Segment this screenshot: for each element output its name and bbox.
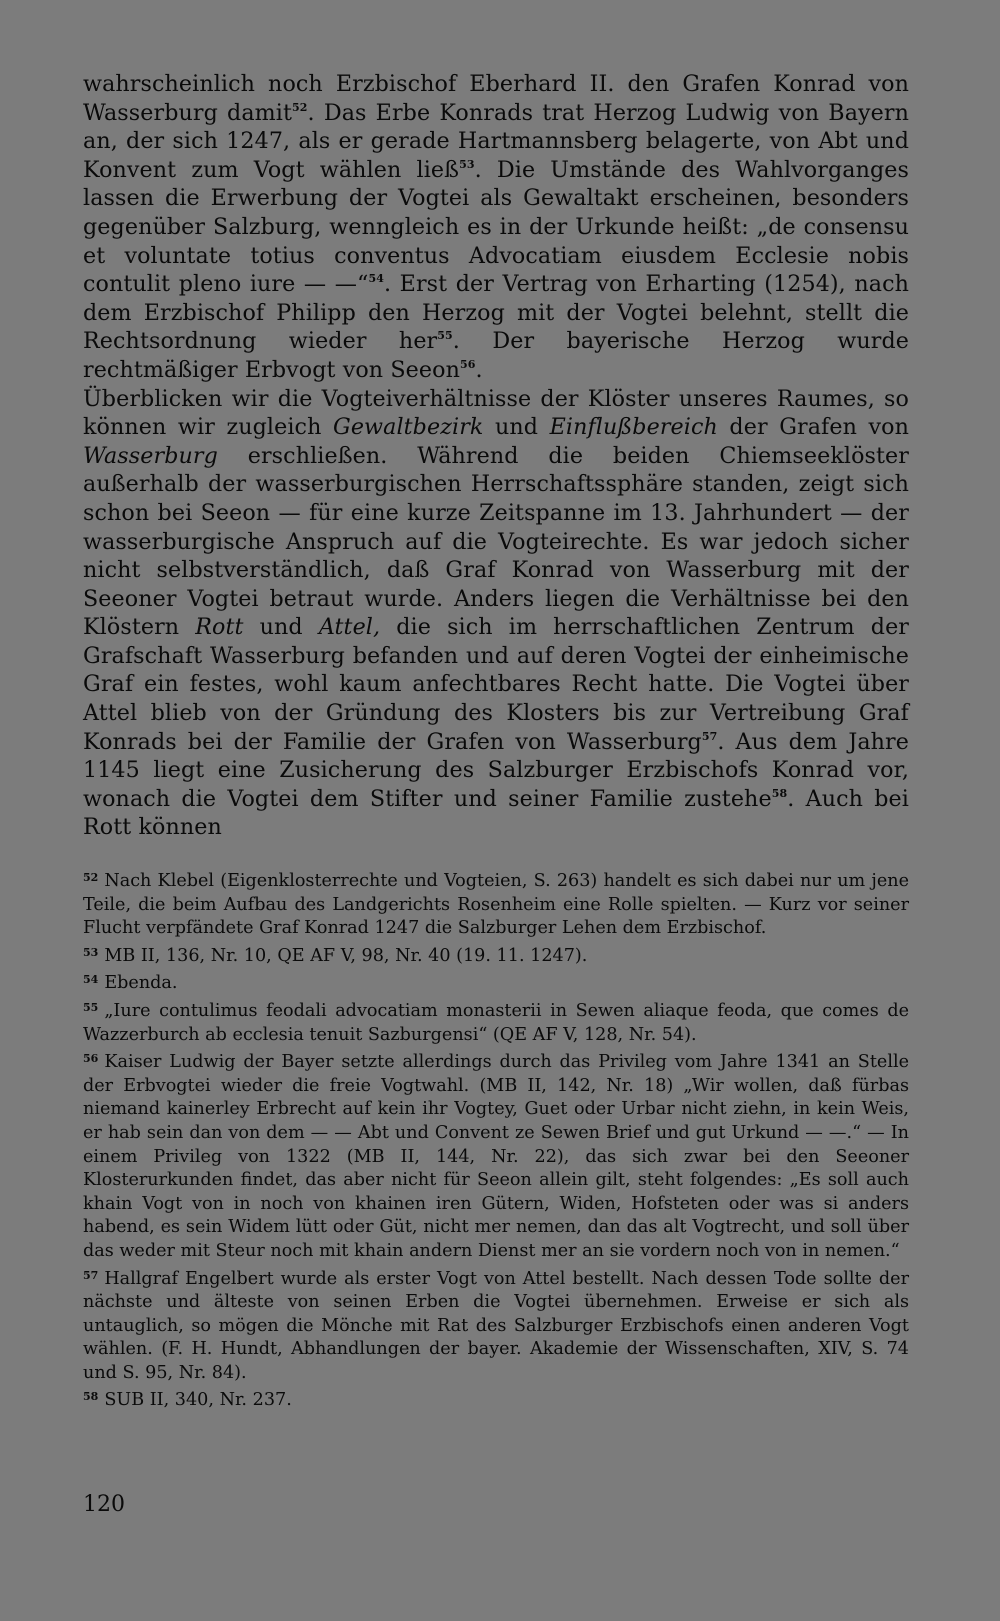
footnote-text: „Iure contulimus feodali advocatiam monasterii in Sewen aliaque feoda, que comes de Wazzerburch ab ecclesia tenuit Sazburgensi“ (QE AF V, 128, Nr. 54).	[83, 1000, 909, 1045]
footnote-number: 56	[83, 1052, 99, 1066]
footnote-52	[83, 866, 909, 941]
footnote-ref-56[interactable]: 56	[459, 357, 476, 371]
footnote-text: SUB II, 340, Nr. 237.	[104, 1390, 292, 1411]
footnote-number: 57	[83, 1268, 99, 1282]
text-run: die sich im herrschaftlichen Zentrum der Grafschaft Wasserburg befanden und auf deren Vogtei der einheimische Graf ein festes, wohl kaum anfechtbares Recht hatte. Die Vogtei über Attel blieb von der Gründung des Klosters bis zur Vertreibung Graf Konrads bei der Familie der Grafen von Wasserburg	[83, 614, 910, 755]
footnote-ref-55[interactable]: 55	[437, 329, 453, 343]
footnote-text: Nach Klebel (Eigenklosterrechte und Vogteien, S. 263) handelt es sich dabei nur um jene Teile, die beim Aufbau des Landgerichts Rosenheim eine Rolle spielten. — Kurz vor seiner Flucht verpfändete Graf Konrad 1247 die Salzburger Lehen dem Erzbischof.	[83, 871, 909, 939]
text-run: .	[475, 356, 483, 383]
paragraph-2	[83, 385, 909, 843]
emphasis: Rott	[195, 614, 244, 641]
footnote-55	[83, 996, 909, 1047]
text-run: . Das Erbe Konrads trat Herzog Ludwig von Bayern an, der sich 1247, als er gerade Hartmannsberg belagerte, von Abt und Konvent zum Vogt wählen ließ	[83, 99, 909, 183]
footnote-56	[83, 1047, 909, 1263]
text-run: . Erst der Vertrag von Erharting (1254), nach dem Erzbischof Philipp den Herzog mit der Vogtei belehnt, stellt die Rechtsordnung wieder her	[83, 271, 909, 355]
footnote-number: 52	[83, 871, 99, 884]
text-run: und	[483, 414, 550, 441]
text-run: . Auch bei Rott können	[83, 785, 909, 841]
footnote-number: 53	[83, 945, 99, 959]
main-text	[83, 70, 909, 842]
emphasis: Attel,	[318, 614, 381, 641]
text-run: erschließen. Während die beiden Chiemseeklöster außerhalb der wasserburgischen Herrschaftssphäre standen, zeigt sich schon bei Seeon — für eine kurze Zeitspanne im 13. Jahrhundert — der wasserburgische Anspruch auf die Vogteirechte. Es war jedoch sicher nicht selbstverständlich, daß Graf Konrad von Wasserburg mit der Seeoner Vogtei betraut wurde. Anders liegen die Verhältnisse bei den Klöstern	[83, 442, 909, 641]
paragraph-1	[83, 70, 909, 385]
footnote-ref-58[interactable]: 58	[771, 786, 788, 800]
emphasis: Wasserburg	[83, 442, 218, 469]
emphasis: Gewaltbezirk	[333, 414, 484, 441]
footnote-ref-52[interactable]: 52	[292, 100, 308, 114]
text-run: . Der bayerische Herzog wurde rechtmäßiger Erbvogt von Seeon	[83, 328, 909, 383]
emphasis: Einflußbereich	[549, 414, 718, 441]
footnotes	[83, 866, 909, 1413]
footnote-text: Hallgraf Engelbert wurde als erster Vogt von Attel bestellt. Nach dessen Tode sollte der nächste und älteste von seinen Erben die Vogtei übernehmen. Erweise er sich als untauglich, so mögen die Mönche mit Rat des Salzburger Erzbischofs einen anderen Vogt wählen. (F. H. Hundt, Abhandlungen der bayer. Akademie der Wissenschaften, XIV, S. 74 und S. 95, Nr. 84).	[83, 1268, 909, 1383]
footnote-text: Ebenda.	[104, 973, 178, 994]
text-run: . Die Umstände des Wahlvorganges lassen die Erwerbung der Vogtei als Gewaltakt erscheinen, besonders gegenüber Salzburg, wenngleich es in der Urkunde heißt: „de consensu et voluntate totius conventus Advocatiam eiusdem Ecclesie nobis contulit pleno iure — —“	[83, 156, 909, 298]
footnote-number: 55	[83, 1000, 99, 1014]
footnote-text: MB II, 136, Nr. 10, QE AF V, 98, Nr. 40 (19. 11. 1247).	[104, 945, 588, 966]
footnote-58	[83, 1385, 909, 1413]
footnote-57	[83, 1264, 909, 1386]
text-run: Überblicken wir die Vogteiverhältnisse der Klöster unseres Raumes, so können wir zugleich	[83, 385, 909, 441]
footnote-number: 54	[83, 973, 99, 987]
footnote-text: Kaiser Ludwig der Bayer setzte allerdings durch das Privileg vom Jahre 1341 an Stelle der Erbvogtei wieder die freie Vogtwahl. (MB II, 142, Nr. 18) „Wir wollen, daß fürbas niemand kainerley Erbrecht auf kein ihr Vogtey, Guet oder Urbar nicht ziehn, in kein Weis, er hab sein dan von dem — — Abt und Convent ze Sewen Brief und gut Urkund — —.“ — In einem Privileg von 1322 (MB II, 144, Nr. 22), das sich zwar bei den Seeoner Klosterurkunden findet, das aber nicht für Seeon allein gilt, steht folgendes: „Es soll auch khain Vogt von in noch von khainen iren Gütern, Widen, Hofsteten oder was si anders habend, es sein Widem lütt oder Güt, nicht mer nemen, dan das alt Vogtrecht, und soll über das weder mit Steur noch mit khain andern Dienst mer an sie vordern noch von in nemen.“	[83, 1052, 909, 1261]
footnote-ref-54[interactable]: 54	[368, 272, 384, 286]
footnote-ref-53[interactable]: 53	[459, 157, 475, 171]
text-run: und	[243, 614, 319, 641]
footnote-53	[83, 941, 909, 969]
text-run: . Aus dem Jahre 1145 liegt eine Zusicherung des Salzburger Erzbischofs Konrad vor, wonach die Vogtei dem Stifter und seiner Familie zustehe	[83, 728, 909, 812]
footnote-ref-57[interactable]: 57	[701, 729, 718, 743]
text-run: der Grafen von	[717, 414, 909, 441]
page-number: 120	[83, 1492, 125, 1517]
text-run: wahrscheinlich noch Erzbischof Eberhard II. den Grafen Konrad von Wasserburg damit	[83, 71, 909, 126]
footnote-54	[83, 968, 909, 996]
footnote-number: 58	[83, 1390, 99, 1404]
